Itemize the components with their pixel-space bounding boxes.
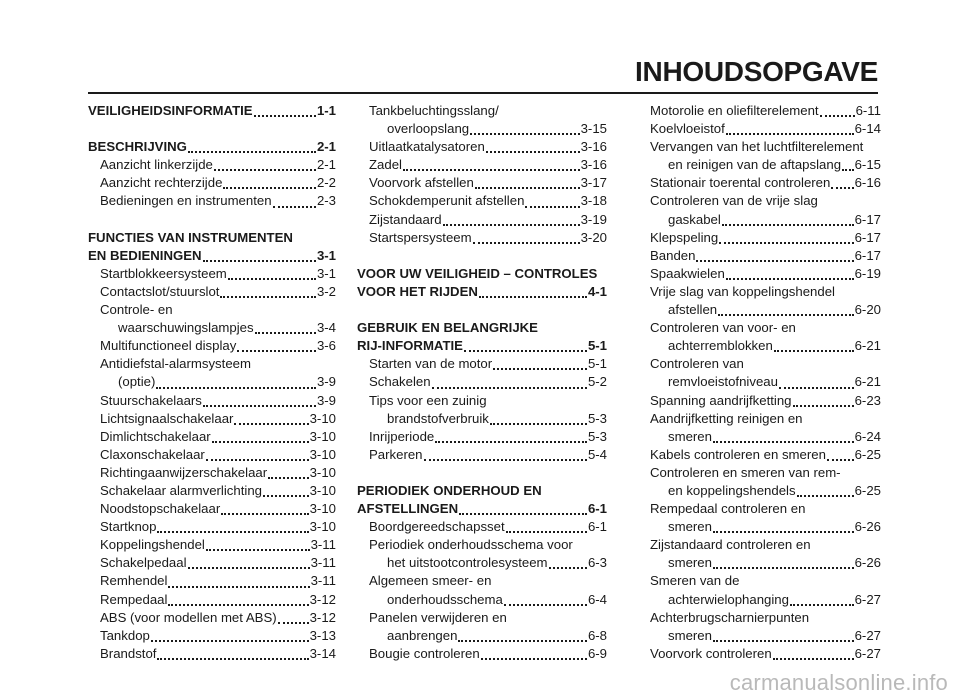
toc-entry[interactable] [88, 428, 336, 446]
toc-entry[interactable] [88, 536, 336, 554]
toc-section-title: AFSTELLINGEN [357, 501, 459, 517]
toc-entry[interactable] [357, 410, 607, 428]
toc-column-2 [357, 102, 607, 663]
toc-entry-text: Panelen verwijderen en [369, 609, 507, 625]
title-rule [88, 92, 878, 94]
toc-entry-text: Zijstandaard [369, 211, 442, 227]
toc-entry-text: Parkeren [369, 446, 423, 462]
toc-column-3 [638, 102, 881, 663]
toc-entry-text: smeren [668, 627, 712, 643]
toc-entry-text: Koppelingshendel [100, 537, 205, 553]
toc-entry-text: Controleren van [650, 356, 744, 372]
toc-page-number: 3-10 [309, 464, 336, 480]
toc-entry[interactable] [357, 174, 607, 192]
toc-entry[interactable] [357, 120, 607, 138]
page-title: INHOUDSOPGAVE [635, 56, 878, 87]
toc-page-number: 3-19 [580, 211, 607, 227]
toc-entry[interactable] [88, 319, 336, 337]
toc-entry[interactable] [638, 102, 881, 120]
toc-page-number: 3-10 [309, 428, 336, 444]
toc-entry[interactable] [88, 265, 336, 283]
toc-entry[interactable] [357, 627, 607, 645]
toc-page-number: 6-24 [854, 428, 881, 444]
toc-entry[interactable] [88, 337, 336, 355]
toc-entry[interactable] [88, 554, 336, 572]
toc-entry[interactable] [88, 174, 336, 192]
toc-page-number: 6-16 [854, 175, 881, 191]
toc-entry-text: Vrije slag van koppelingshendel [650, 283, 835, 299]
toc-entry[interactable] [357, 156, 607, 174]
toc-entry[interactable] [357, 192, 607, 210]
toc-entry-text: en reinigen van de aftapslang [668, 157, 842, 173]
toc-entry-text: Tankbeluchtingsslang/ [369, 103, 499, 118]
toc-entry-text: en koppelingshendels [668, 482, 796, 498]
toc-entry-text: Schakelaar alarmverlichting [100, 482, 262, 498]
toc-entry-text: Multifunctioneel display [100, 338, 237, 354]
toc-page-number: 5-3 [587, 410, 607, 426]
toc-section-veiligheid[interactable] [357, 283, 607, 301]
toc-entry-text: Motorolie en oliefilterelement [650, 103, 819, 118]
toc-page-number: 6-14 [854, 121, 881, 137]
toc-page-number: 3-20 [580, 229, 607, 245]
toc-entry-text: Controleren van voor- en [650, 320, 796, 336]
toc-page-number: 2-1 [316, 139, 336, 155]
toc-entry[interactable] [638, 301, 881, 319]
toc-entry[interactable] [357, 591, 607, 609]
toc-page-number: 3-10 [309, 501, 336, 517]
toc-entry-text: Achterbrugscharnierpunten [650, 609, 810, 625]
toc-entry[interactable] [88, 482, 336, 500]
toc-page-number: 2-2 [316, 175, 336, 191]
toc-page-number: 6-9 [587, 645, 607, 661]
toc-entry[interactable] [88, 464, 336, 482]
toc-entry-text: Tankdop [100, 627, 150, 643]
toc-page-number: 3-9 [316, 374, 336, 390]
toc-entry-text: Vervangen van het luchtfilterelement [650, 139, 864, 155]
toc-entry[interactable] [357, 518, 607, 536]
toc-entry[interactable] [357, 645, 607, 663]
toc-page-number: 5-2 [587, 374, 607, 390]
toc-entry[interactable] [638, 120, 881, 138]
toc-entry-text: waarschuwingslampjes [118, 320, 254, 336]
toc-page-number: 3-12 [309, 591, 336, 607]
toc-entry-text: Aandrijfketting reinigen en [650, 410, 803, 426]
toc-page-number: 6-27 [854, 627, 881, 643]
toc-entry-text: Richtingaanwijzerschakelaar [100, 464, 268, 480]
toc-entry[interactable] [638, 446, 881, 464]
toc-page-number: 3-6 [316, 338, 336, 354]
toc-page-number: 3-18 [580, 193, 607, 209]
toc-entry[interactable] [638, 265, 881, 283]
toc-entry[interactable] [638, 211, 881, 229]
toc-page-number: 6-8 [587, 627, 607, 643]
toc-page-number: 3-16 [580, 157, 607, 173]
toc-entry-text: (optie) [118, 374, 156, 390]
toc-page-number: 3-2 [316, 283, 336, 299]
toc-entry-text: aanbrengen [387, 627, 458, 643]
toc-entry-text: Stationair toerental controleren [650, 175, 831, 191]
toc-page-number: 3-1 [316, 247, 336, 263]
toc-page-number: 5-1 [587, 338, 607, 354]
toc-entry-text: Startknop [100, 519, 157, 535]
toc-entry-text: Aanzicht rechterzijde [100, 175, 223, 191]
toc-page-number: 3-11 [310, 573, 336, 589]
toc-entry[interactable] [357, 373, 607, 391]
toc-entry-text: achterremblokken [668, 338, 773, 354]
toc-page-number: 3-9 [316, 392, 336, 408]
toc-page-number: 6-21 [854, 374, 881, 390]
toc-entry-text: afstellen [668, 302, 718, 318]
toc-page-number: 3-11 [310, 537, 336, 553]
toc-entry-text: Lichtsignaalschakelaar [100, 410, 234, 426]
toc-entry[interactable] [638, 174, 881, 192]
toc-entry-text: Spaakwielen [650, 265, 725, 281]
toc-page-number: 3-14 [309, 645, 336, 661]
toc-entry-text: smeren [668, 555, 712, 571]
toc-entry-text: Banden [650, 247, 696, 263]
toc-section-title-line: PERIODIEK ONDERHOUD EN [357, 482, 542, 498]
toc-entry[interactable] [88, 283, 336, 301]
toc-entry[interactable] [638, 518, 881, 536]
toc-entry[interactable] [88, 518, 336, 536]
toc-entry[interactable] [638, 627, 881, 645]
toc-page-number: 6-20 [854, 302, 881, 318]
watermark: carmanualsonline.info [729, 670, 948, 695]
toc-section-title-line: FUNCTIES VAN INSTRUMENTEN [88, 229, 293, 245]
toc-entry[interactable] [638, 645, 881, 663]
toc-page-number: 6-1 [587, 519, 607, 535]
toc-page-number: 5-1 [587, 356, 607, 372]
toc-section-beschrijving[interactable] [88, 138, 336, 156]
toc-entry-text: Smeren van de [650, 573, 740, 589]
toc-entry-text: Startspersysteem [369, 229, 472, 245]
toc-entry-text: Remhendel [100, 573, 168, 589]
toc-entry-text: ABS (voor modellen met ABS) [100, 609, 277, 625]
toc-page-number: 6-17 [854, 211, 881, 227]
toc-page-number: 5-3 [587, 428, 607, 444]
toc-page-number: 3-1 [316, 265, 336, 281]
toc-entry-text: smeren [668, 519, 712, 535]
toc-page-number: 3-10 [309, 482, 336, 498]
toc-page-number: 3-16 [580, 139, 607, 155]
toc-section-title: RIJ-INFORMATIE [357, 338, 463, 354]
toc-entry[interactable] [638, 428, 881, 446]
toc-page-number: 6-17 [854, 247, 881, 263]
toc-section-title: BESCHRIJVING [88, 139, 187, 155]
toc-entry-text: Koelvloeistof [650, 121, 725, 137]
toc-entry[interactable] [88, 373, 336, 391]
toc-entry-text: overloopslang [387, 121, 470, 137]
toc-page-number: 3-15 [580, 121, 607, 137]
toc-entry[interactable] [638, 156, 881, 174]
toc-page-number: 6-25 [854, 482, 881, 498]
toc-page-number: 3-13 [309, 627, 336, 643]
toc-entry-text: Controle- en [100, 302, 173, 318]
toc-page-number: 6-1 [587, 501, 607, 517]
toc-section-onderhoud[interactable] [357, 500, 607, 518]
toc-entry[interactable] [357, 229, 607, 247]
toc-entry[interactable] [88, 156, 336, 174]
toc-entry-text: Noodstopschakelaar [100, 501, 221, 517]
toc-page-number: 6-4 [587, 591, 607, 607]
toc-section-title-line: VOOR UW VEILIGHEID – CONTROLES [357, 265, 598, 281]
toc-entry-text: onderhoudsschema [387, 591, 503, 607]
toc-entry[interactable] [638, 337, 881, 355]
toc-entry[interactable] [357, 211, 607, 229]
toc-entry[interactable] [88, 410, 336, 428]
toc-entry[interactable] [638, 392, 881, 410]
toc-entry-text: Voorvork afstellen [369, 175, 474, 191]
toc-entry-text: Bedieningen en instrumenten [100, 193, 272, 209]
toc-entry[interactable] [88, 392, 336, 410]
toc-section-title-line: GEBRUIK EN BELANGRIJKE [357, 320, 538, 336]
toc-entry-text: Startblokkeersysteem [100, 265, 227, 281]
toc-page-number: 3-10 [309, 446, 336, 462]
toc-entry[interactable] [357, 355, 607, 373]
toc-entry[interactable] [88, 645, 336, 663]
toc-entry[interactable] [88, 192, 336, 210]
toc-entry-text: Bougie controleren [369, 645, 480, 661]
toc-entry-text: Klepspeling [650, 229, 719, 245]
toc-page-number: 6-17 [854, 229, 881, 245]
toc-page-number: 3-12 [309, 609, 336, 625]
toc-entry-text: Schakelpedaal [100, 555, 187, 571]
toc-entry-text: Uitlaatkatalysatoren [369, 139, 485, 155]
toc-page-number: 6-23 [854, 392, 881, 408]
toc-entry-text: Periodiek onderhoudsschema voor [369, 537, 573, 553]
toc-entry-text: Contactslot/stuurslot [100, 283, 220, 299]
toc-entry[interactable] [638, 247, 881, 265]
toc-entry-text: Algemeen smeer- en [369, 573, 492, 589]
toc-entry-text: smeren [668, 428, 712, 444]
toc-entry-text: Dimlichtschakelaar [100, 428, 211, 444]
toc-entry[interactable] [638, 554, 881, 572]
toc-entry-text: achterwielophanging [668, 591, 789, 607]
toc-page-number: 3-10 [309, 519, 336, 535]
toc-entry-text: Kabels controleren en smeren [650, 446, 826, 462]
toc-entry[interactable] [88, 500, 336, 518]
toc-entry-text: het uitstootcontrolesysteem [387, 555, 548, 571]
toc-page-number: 6-19 [854, 265, 881, 281]
toc-entry[interactable] [638, 482, 881, 500]
toc-entry[interactable] [88, 627, 336, 645]
toc-page-number: 6-3 [587, 555, 607, 571]
toc-entry-text: Antidiefstal-alarmsysteem [100, 356, 251, 372]
toc-section-title: VOOR HET RIJDEN [357, 283, 478, 299]
toc-page-number: 6-25 [854, 446, 881, 462]
toc-entry[interactable] [357, 428, 607, 446]
toc-page-number: 1-1 [316, 103, 336, 118]
toc-page-number: 4-1 [587, 283, 607, 299]
toc-entry-text: Schokdemperunit afstellen [369, 193, 525, 209]
toc-entry-text: Aanzicht linkerzijde [100, 157, 213, 173]
toc-page-number: 2-3 [316, 193, 336, 209]
toc-page-number: 6-26 [854, 519, 881, 535]
toc-page-number: 6-11 [855, 103, 881, 118]
toc-section-gebruik[interactable] [357, 337, 607, 355]
toc-entry-text: Controleren van de vrije slag [650, 193, 818, 209]
toc-section-title: VEILIGHEIDSINFORMATIE [88, 103, 253, 118]
toc-page-number: 6-21 [854, 338, 881, 354]
toc-page-number: 6-27 [854, 591, 881, 607]
toc-page-number: 3-11 [310, 555, 336, 571]
toc-page-number: 6-27 [854, 645, 881, 661]
toc-entry-text: Tips voor een zuinig [369, 392, 487, 408]
toc-page-number: 3-17 [580, 175, 607, 191]
toc-section-veiligheidsinformatie[interactable] [88, 102, 336, 120]
toc-entry[interactable] [88, 572, 336, 590]
toc-entry-text: Zadel [369, 157, 402, 173]
toc-entry[interactable] [88, 446, 336, 464]
toc-section-title: EN BEDIENINGEN [88, 247, 202, 263]
toc-entry-text: Rempedaal controleren en [650, 501, 806, 517]
toc-entry-text: Boordgereedschapsset [369, 519, 505, 535]
toc-entry-text: Stuurschakelaars [100, 392, 202, 408]
toc-entry[interactable] [88, 591, 336, 609]
toc-entry-text: Claxonschakelaar [100, 446, 205, 462]
toc-page-number: 3-10 [309, 410, 336, 426]
toc-entry-text: Schakelen [369, 374, 431, 390]
toc-entry[interactable] [357, 446, 607, 464]
toc-entry[interactable] [638, 373, 881, 391]
toc-entry-text: Controleren en smeren van rem- [650, 464, 841, 480]
toc-entry-text: gaskabel [668, 211, 721, 227]
toc-page-number: 5-4 [587, 446, 607, 462]
toc-entry-text: Brandstof [100, 645, 157, 661]
toc-entry-text: Zijstandaard controleren en [650, 537, 811, 553]
toc-column-1 [88, 102, 336, 663]
toc-entry[interactable] [357, 554, 607, 572]
toc-entry-text: Rempedaal [100, 591, 168, 607]
toc-entry-text: remvloeistofniveau [668, 374, 778, 390]
toc-entry[interactable] [638, 591, 881, 609]
toc-entry-text: Spanning aandrijfketting [650, 392, 792, 408]
toc-section-functies[interactable] [88, 247, 336, 265]
toc-entry-text: brandstofverbruik [387, 410, 489, 426]
toc-entry-text: Starten van de motor [369, 356, 493, 372]
toc-page-number: 6-26 [854, 555, 881, 571]
toc-entry[interactable] [638, 229, 881, 247]
toc-page-number: 2-1 [316, 157, 336, 173]
toc-entry-text: Inrijperiode [369, 428, 435, 444]
toc-entry[interactable] [357, 138, 607, 156]
toc-entry[interactable] [88, 609, 336, 627]
toc-entry-text: Voorvork controleren [650, 645, 772, 661]
toc-page-number: 6-15 [854, 157, 881, 173]
toc-page-number: 3-4 [316, 320, 336, 336]
